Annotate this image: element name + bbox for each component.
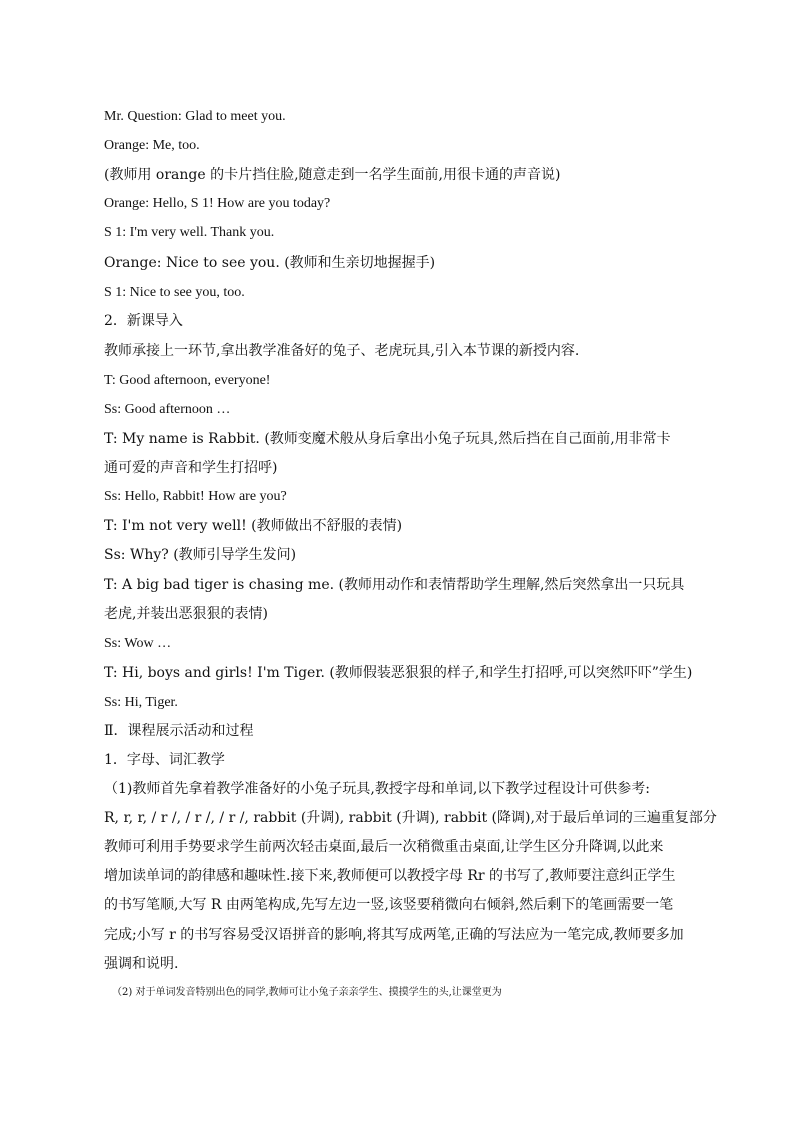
paragraph-line: 强调和说明. xyxy=(104,956,179,972)
dialogue-line: Mr. Question: Glad to meet you. xyxy=(104,109,286,124)
paragraph-line: （2) 对于单词发音特别出色的同学,教师可让小兔子亲亲学生、摸摸学生的头,让课堂更为 xyxy=(112,987,502,998)
section-heading: 2．新课导入 xyxy=(104,313,183,329)
dialogue-line: S 1: Nice to see you, too. xyxy=(104,285,245,300)
dialogue-line: T: Hi, boys and girls! I'm Tiger. (教师假装恶狠狠的样子,和学生打招呼,可以突然吓吓”学生) xyxy=(104,665,693,681)
paragraph-line: 增加读单词的韵律感和趣味性.接下来,教师便可以教授字母 Rr 的书写了,教师要注意纠正学生 xyxy=(104,868,676,884)
dialogue-line: Orange: Hello, S 1! How are you today? xyxy=(104,196,331,211)
dialogue-line: Ss: Why? (教师引导学生发问) xyxy=(104,547,297,563)
dialogue-line: S 1: I'm very well. Thank you. xyxy=(104,225,275,240)
paragraph-line: 的书写笔顺,大写 R 由两笔构成,先写左边一竖,该竖要稍微向右倾斜,然后剩下的笔画需要一笔 xyxy=(104,897,674,913)
paragraph-line: 教师可利用手势要求学生前两次轻击桌面,最后一次稍微重击桌面,让学生区分升降调,以此来 xyxy=(104,839,664,855)
paragraph-line: 完成;小写 r 的书写容易受汉语拼音的影响,将其写成两笔,正确的写法应为一笔完成,教师要多加 xyxy=(104,927,684,943)
dialogue-line: T: Good afternoon, everyone! xyxy=(104,373,271,388)
dialogue-line: Ss: Hello, Rabbit! How are you? xyxy=(104,489,287,504)
dialogue-line: 通可爱的声音和学生打招呼) xyxy=(104,460,278,476)
dialogue-line: Orange: Me, too. xyxy=(104,138,200,153)
dialogue-line: T: A big bad tiger is chasing me. (教师用动作和表情帮助学生理解,然后突然拿出一只玩具 xyxy=(104,577,685,593)
paragraph-line: （1)教师首先拿着教学准备好的小兔子玩具,教授字母和单词,以下教学过程设计可供参考: xyxy=(104,781,650,797)
dialogue-line: Ss: Wow … xyxy=(104,636,172,651)
section-heading: 1．字母、词汇教学 xyxy=(104,752,225,768)
dialogue-line: 老虎,并装出恶狠狠的表情) xyxy=(104,606,268,622)
dialogue-line: Ss: Hi, Tiger. xyxy=(104,695,178,710)
dialogue-line: Ss: Good afternoon … xyxy=(104,402,231,417)
paragraph-line: 教师承接上一环节,拿出教学准备好的兔子、老虎玩具,引入本节课的新授内容. xyxy=(104,343,580,359)
dialogue-line: Orange: Nice to see you. (教师和生亲切地握握手) xyxy=(104,255,436,271)
dialogue-line: T: I'm not very well! (教师做出不舒服的表情) xyxy=(104,518,403,534)
dialogue-line: T: My name is Rabbit. (教师变魔术般从身后拿出小兔子玩具,然后挡在自己面前,用非常卡 xyxy=(104,431,671,447)
stage-direction: (教师用 orange 的卡片挡住脸,随意走到一名学生面前,用很卡通的声音说) xyxy=(104,167,561,183)
section-heading: Ⅱ．课程展示活动和过程 xyxy=(104,723,254,739)
paragraph-line: R, r, r, / r /, / r /, / r /, rabbit (升调), rabbit (升调), rabbit (降调),对于最后单词的三遍重复部分 xyxy=(104,810,717,826)
